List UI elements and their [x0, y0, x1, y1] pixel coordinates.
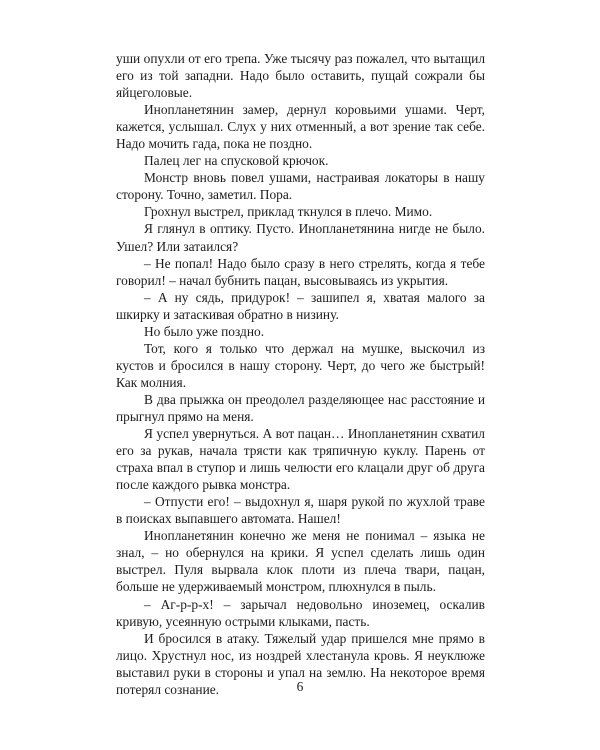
page-number: 6 — [296, 679, 304, 694]
paragraph: Инопланетянин замер, дернул коровьими ушами. Черт, кажется, услышал. Слух у них отменный, а вот зрение так себе. Надо мочить гада, пока не поздно. — [116, 102, 485, 152]
paragraph: И бросился в атаку. Тяжелый удар пришелся мне прямо в лицо. Хрустнул нос, из ноздрей хлестанула кровь. Я неуклюже выставил руки в стороны и упал на землю. На некоторое время потерял сознание. — [116, 630, 485, 697]
paragraph: – А ну сядь, придурок! – зашипел я, хватая малого за шкирку и затаскивая обратно в низину. — [116, 289, 485, 322]
body-text — [116, 50, 485, 698]
paragraph: Я успел увернуться. А вот пацан… Инопланетянин схватил его за рукав, начала трясти как тряпичную куклу. Парень от страха впал в ступор и лишь челюсти его клацали друг об друга после каждого рывка монстра. — [116, 426, 485, 493]
paragraph: – Отпусти его! – выдохнул я, шаря рукой по жухлой траве в поисках выпавшего автомата. Нашел! — [116, 494, 485, 527]
paragraph: Инопланетянин конечно же меня не понимал – языка не знал, – но обернулся на крики. Я успел сделать лишь один выстрел. Пуля вырвала клок плоти из плеча твари, пацан, больше не удерживаемый монстром, плюхнулся в пыль. — [116, 528, 485, 595]
paragraph: – Аг-р-р-х! – зарычал недовольно иноземец, оскалив кривую, усеянную острыми клыками, пасть. — [116, 596, 485, 629]
paragraph: Грохнул выстрел, приклад ткнулся в плечо. Мимо. — [144, 204, 433, 220]
paragraph: Монстр вновь повел ушами, настраивая локаторы в нашу сторону. Точно, заметил. Пора. — [116, 170, 485, 203]
paragraph: Я глянул в оптику. Пусто. Инопланетянина нигде не было. Ушел? Или затаился? — [116, 221, 485, 254]
paragraph: Тот, кого я только что держал на мушке, выскочил из кустов и бросился в нашу сторону. Черт, до чего же быстрый! Как молния. — [116, 340, 485, 390]
paragraph: уши опухли от его трепа. Уже тысячу раз пожалел, что вытащил его из той западни. Надо было оставить, пущай сожрали бы яйцеголовые. — [116, 51, 485, 101]
paragraph: Но было уже поздно. — [144, 323, 265, 339]
paragraph: В два прыжка он преодолел разделяющее нас расстояние и прыгнул прямо на меня. — [116, 391, 485, 424]
paragraph: Палец лег на спусковой крючок. — [144, 153, 329, 169]
paragraph: – Не попал! Надо было сразу в него стрелять, когда я тебе говорил! – начал бубнить пацан, высовываясь из укрытия. — [116, 255, 485, 288]
